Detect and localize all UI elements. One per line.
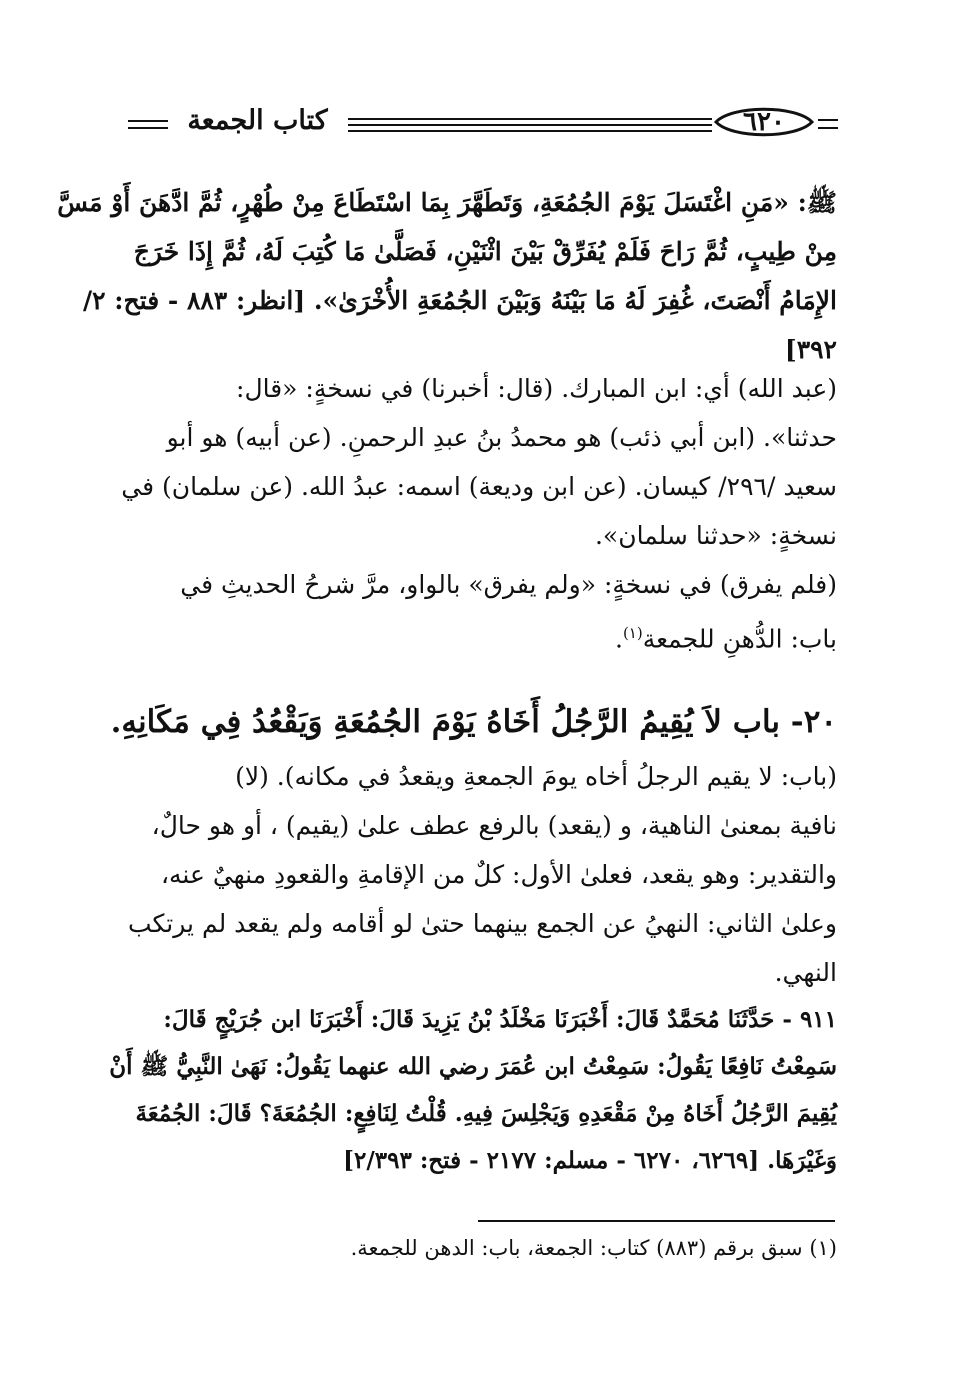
hadith-910-line: ٣٩٢]	[784, 335, 837, 364]
header-rule-left-2	[128, 127, 168, 129]
commentary-line: حدثنا». (ابن أبي ذئب) هو محمدُ بنُ عبدِ الرحمنِ. (عن أبيه) هو أبو	[166, 423, 837, 452]
header-rule-left-1	[128, 120, 168, 122]
header-rule-right-2	[818, 127, 838, 129]
page-number-badge	[712, 103, 816, 141]
hadith-911-line: ٩١١ - حَدَّثَنَا مُحَمَّدٌ قَالَ: أَخْبَرَنَا مَخْلَدُ بْنُ يَزِيدَ قَالَ: أَخْبَرَنَا ابن جُرَيْجٍ قَالَ:	[163, 1006, 837, 1033]
commentary-line-end: .	[614, 624, 623, 654]
hadith-911-line: يُقِيمَ الرَّجُلُ أَخَاهُ مِنْ مَقْعَدِهِ وَيَجْلِسَ فِيهِ. قُلْتُ لِنَافِعٍ: الجُمُعَةَ؟ قَالَ: الجُمُعَةَ	[135, 1100, 837, 1127]
commentary-line: نافية بمعنىٰ الناهية، و (يقعد) بالرفع عطف علىٰ (يقيم) ، أو هو حالٌ،	[151, 811, 837, 840]
page-number: ٦٢٠	[743, 107, 785, 137]
commentary-line: (عبد الله) أي: ابن المبارك. (قال: أخبرنا) في نسخةٍ: «قال:	[236, 374, 837, 403]
hadith-910-line: مِنْ طِيبٍ، ثُمَّ رَاحَ فَلَمْ يُفَرِّقْ بَيْنَ اثْنَيْنِ، فَصَلَّىٰ مَا كُتِبَ لَهُ، ثُمَّ إِذَا خَرَجَ	[133, 237, 837, 266]
chapter-heading-text: ٢٠- باب لاَ يُقِيمُ الرَّجُلُ أَخَاهُ يَوْمَ الجُمُعَةِ وَيَقْعُدُ فِي مَكَانِهِ.	[110, 704, 837, 740]
commentary-line-text: باب: الدُّهنِ للجمعة	[642, 624, 837, 654]
hadith-910-line: ﷺ: «مَنِ اغْتَسَلَ يَوْمَ الجُمُعَةِ، وَتَطَهَّرَ بِمَا اسْتَطَاعَ مِنْ طُهْرٍ، ثُمَّ ادَّهَنَ أَوْ مَسَّ	[57, 188, 837, 217]
commentary-line: النهي.	[774, 958, 837, 987]
hadith-911-text	[109, 996, 837, 1184]
hadith-910-text	[57, 178, 837, 374]
hadith-910-line: الإِمَامُ أَنْصَتَ، غُفِرَ لَهُ مَا بَيْنَهُ وَبَيْنَ الجُمُعَةِ الأُخْرَىٰ». [انظر: ٨٨٣ - فتح: ٢/	[83, 286, 837, 315]
commentary-paragraph-1	[121, 364, 837, 560]
header-rule-mid-1	[348, 118, 712, 120]
footnote-reference[interactable]: (١)	[622, 624, 643, 642]
header-rule-mid-3	[348, 130, 712, 132]
commentary-line: (فلم يفرق) في نسخةٍ: «ولم يفرق» بالواو، مرَّ شرحُ الحديثِ في	[180, 570, 837, 599]
commentary-line: وعلىٰ الثاني: النهيُ عن الجمع بينهما حتىٰ لو أقامه ولم يقعد لم يرتكب	[127, 909, 837, 938]
chapter-heading	[110, 694, 837, 750]
commentary-line: (باب: لا يقيم الرجلُ أخاه يومَ الجمعةِ ويقعدُ في مكانه). (لا)	[235, 762, 837, 791]
header-rule-mid-2	[348, 124, 712, 126]
commentary-paragraph-3	[125, 752, 837, 997]
footnote-separator	[478, 1220, 835, 1222]
header-book-title: كتاب الجمعة	[187, 105, 328, 136]
commentary-line: نسخةٍ: «حدثنا سلمان».	[594, 521, 837, 550]
commentary-line: سعيد /٢٩٦/ كيسان. (عن ابن وديعة) اسمه: عبدُ الله. (عن سلمان) في	[121, 472, 837, 501]
footnote	[125, 1233, 837, 1263]
hadith-911-line: سَمِعْتُ نَافِعًا يَقُولُ: سَمِعْتُ ابن عُمَرَ رضي الله عنهما يَقُولُ: نَهَىٰ النَّبِيُّ ﷺ أَنْ	[109, 1053, 837, 1080]
commentary-line: والتقدير: وهو يقعد، فعلىٰ الأول: كلٌ من الإقامةِ والقعودِ منهيٌ عنه،	[160, 860, 837, 889]
hadith-911-line: وَغَيْرَهَا. [٦٢٦٩، ٦٢٧٠ - مسلم: ٢١٧٧ - فتح: ٢/٣٩٣]	[343, 1147, 837, 1174]
commentary-line	[125, 609, 837, 663]
footnote-text: (١) سبق برقم (٨٨٣) كتاب: الجمعة، باب: الدهن للجمعة.	[350, 1236, 837, 1260]
commentary-paragraph-2	[125, 560, 837, 663]
header-rule-right-1	[818, 119, 838, 121]
